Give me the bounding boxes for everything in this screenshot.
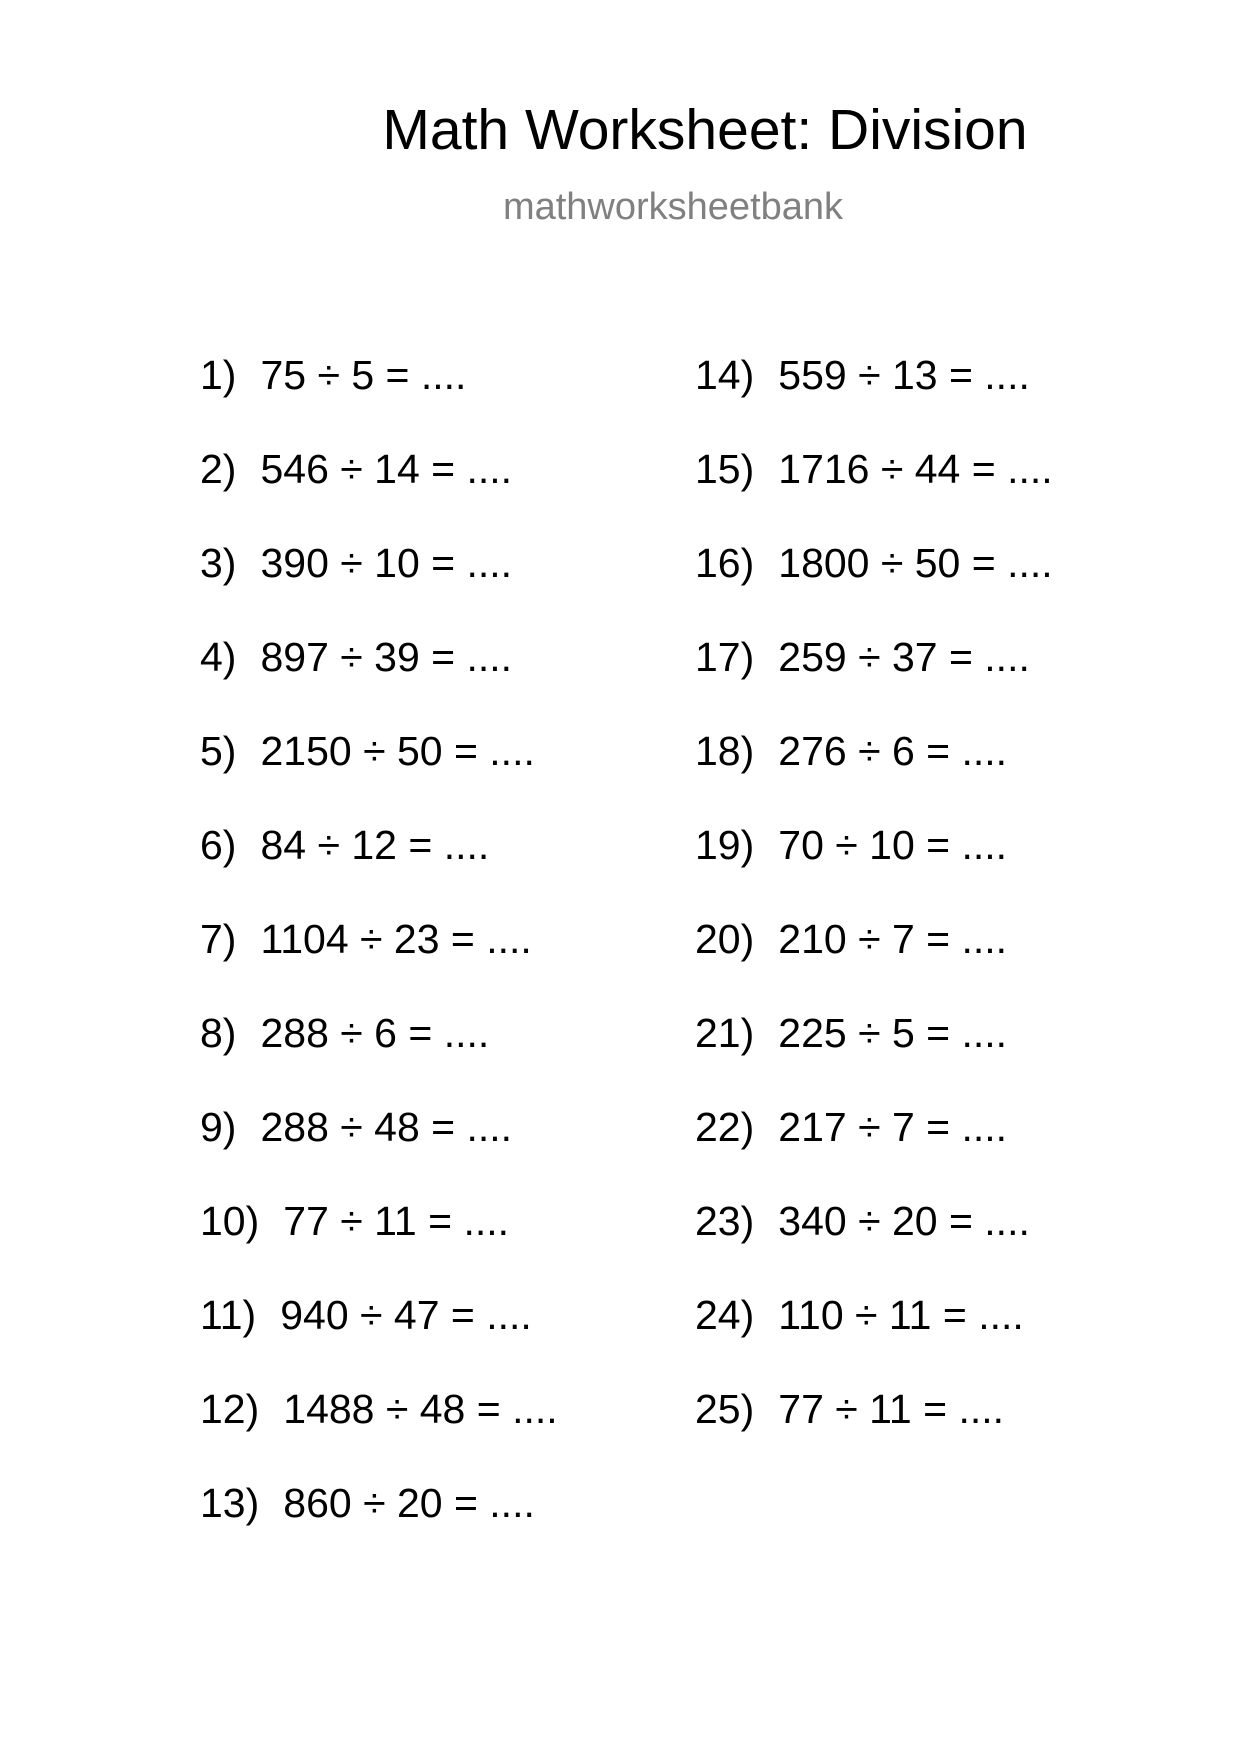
problem-item	[200, 1008, 558, 1102]
problem-item	[695, 1290, 1053, 1384]
problem-number: 24)	[695, 1292, 755, 1338]
page-title: Math Worksheet: Division	[382, 98, 1028, 162]
problem-number: 3)	[200, 540, 237, 586]
problem-number: 14)	[695, 352, 755, 398]
problem-number: 8)	[200, 1010, 237, 1056]
problem-expression: 559 ÷ 13 = ....	[778, 352, 1030, 398]
problem-number: 18)	[695, 728, 755, 774]
problem-item	[200, 1290, 558, 1384]
problem-number: 21)	[695, 1010, 755, 1056]
problem-item	[695, 1008, 1053, 1102]
page-subtitle: mathworksheetbank	[502, 186, 844, 228]
problem-number: 22)	[695, 1104, 755, 1150]
problem-column-right	[695, 350, 1053, 1478]
problem-item	[695, 444, 1053, 538]
problem-item	[200, 1384, 558, 1478]
problem-expression: 2150 ÷ 50 = ....	[260, 728, 535, 774]
problem-number: 9)	[200, 1104, 237, 1150]
problem-item	[695, 350, 1053, 444]
problem-expression: 77 ÷ 11 = ....	[778, 1386, 1005, 1432]
problem-item	[695, 632, 1053, 726]
problem-number: 11)	[200, 1292, 257, 1338]
problem-number: 16)	[695, 540, 755, 586]
problem-number: 25)	[695, 1386, 755, 1432]
problem-expression: 340 ÷ 20 = ....	[778, 1198, 1030, 1244]
problem-item	[200, 444, 558, 538]
problem-expression: 1488 ÷ 48 = ....	[283, 1386, 558, 1432]
problem-number: 2)	[200, 446, 237, 492]
problem-expression: 897 ÷ 39 = ....	[260, 634, 513, 680]
problem-number: 7)	[200, 916, 237, 962]
problem-number: 10)	[200, 1198, 260, 1244]
problem-item	[200, 632, 558, 726]
problem-item	[695, 1384, 1053, 1478]
problem-item	[695, 1102, 1053, 1196]
problem-expression: 940 ÷ 47 = ....	[280, 1292, 532, 1338]
problem-expression: 276 ÷ 6 = ....	[778, 728, 1008, 774]
problem-number: 20)	[695, 916, 755, 962]
problem-number: 19)	[695, 822, 755, 868]
problem-expression: 70 ÷ 10 = ....	[778, 822, 1008, 868]
problem-item	[200, 538, 558, 632]
problem-expression: 210 ÷ 7 = ....	[778, 916, 1008, 962]
problem-expression: 77 ÷ 11 = ....	[283, 1198, 510, 1244]
problem-expression: 1104 ÷ 23 = ....	[260, 916, 532, 962]
problem-expression: 1800 ÷ 50 = ....	[778, 540, 1053, 586]
problem-item	[200, 726, 558, 820]
problem-expression: 75 ÷ 5 = ....	[260, 352, 467, 398]
problem-item	[695, 914, 1053, 1008]
problem-number: 13)	[200, 1480, 260, 1526]
problem-expression: 259 ÷ 37 = ....	[778, 634, 1030, 680]
problem-number: 6)	[200, 822, 237, 868]
problem-expression: 390 ÷ 10 = ....	[260, 540, 513, 586]
problem-expression: 546 ÷ 14 = ....	[260, 446, 513, 492]
problem-item	[695, 726, 1053, 820]
problem-item	[695, 1196, 1053, 1290]
problem-expression: 84 ÷ 12 = ....	[260, 822, 490, 868]
problem-item	[200, 350, 558, 444]
problem-column-left	[200, 350, 558, 1572]
problem-item	[200, 1196, 558, 1290]
problem-expression: 1716 ÷ 44 = ....	[778, 446, 1053, 492]
problem-expression: 860 ÷ 20 = ....	[283, 1480, 535, 1526]
problem-expression: 217 ÷ 7 = ....	[778, 1104, 1008, 1150]
problem-item	[200, 914, 558, 1008]
problem-number: 5)	[200, 728, 237, 774]
problem-number: 1)	[200, 352, 237, 398]
problem-expression: 288 ÷ 48 = ....	[260, 1104, 513, 1150]
problem-item	[200, 1102, 558, 1196]
problem-number: 4)	[200, 634, 237, 680]
problem-number: 23)	[695, 1198, 755, 1244]
problem-number: 17)	[695, 634, 755, 680]
problem-expression: 288 ÷ 6 = ....	[260, 1010, 490, 1056]
problem-item	[695, 820, 1053, 914]
problem-expression: 110 ÷ 11 = ....	[778, 1292, 1024, 1338]
problem-expression: 225 ÷ 5 = ....	[778, 1010, 1008, 1056]
problem-number: 15)	[695, 446, 755, 492]
problem-item	[695, 538, 1053, 632]
problem-item	[200, 1478, 558, 1572]
problem-item	[200, 820, 558, 914]
problem-number: 12)	[200, 1386, 260, 1432]
